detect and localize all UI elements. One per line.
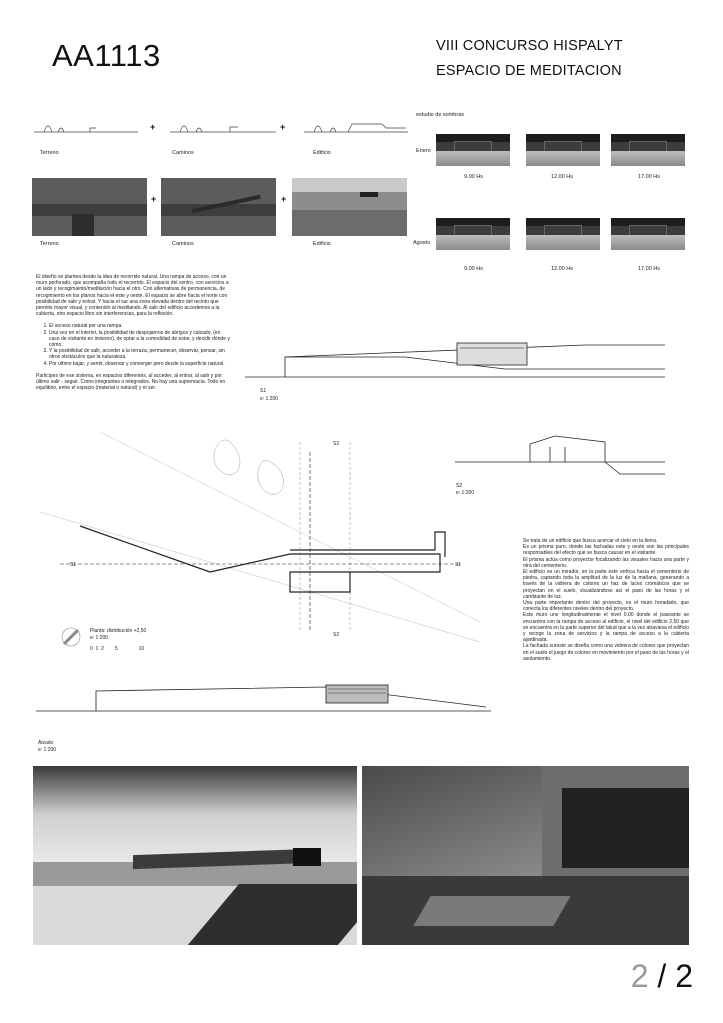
total-pages: 2 — [675, 958, 693, 994]
list-item: 3. Y la posibilidad de salir, acceder a la terraza, permanecer, observar, pensar, sin otros obstáculos que la naturaleza. — [49, 348, 232, 360]
floor-plan-drawing — [40, 432, 480, 642]
competition-title: VIII CONCURSO HISPALYT — [436, 38, 623, 54]
cut-marker-s1: S1 — [455, 562, 462, 568]
shadow-render — [526, 218, 600, 250]
memoria-intro: El diseño se plantea desde la idea de recorrido natural. Una rampa de acceso, con un muro perforado, que acompaña todo el recorrido. El espacio del centro, con servicios a un lado y recogimiento/meditación hacia el otro. Con alternativas de permanencia, de recogimiento en los planos hacia el este y oeste. El espacio se abre hacia el norte con posibilidad de salir y entrar. Y hacia el sur una zona elevada dentro del recinto que permite mayor visual, y contenido al meditando. Al salir del edificio accedemos a la cubierta, otro espacio libre sin interferencias, para la reflexión. — [36, 274, 229, 318]
section-s1-scale: e: 1:200 — [260, 396, 279, 402]
description-paragraph: Este muro une longitudinalmente el nivel 0.00 donde el paseante se encuentra con la rampa de acceso al edificio, el nivel del edificio 2.50 que se encuentra en la parte superior del talud que a la vez atraviesa el edificio y recoge la zona de servicios y la rampa de acceso a la cubierta ajardinada. — [523, 612, 689, 644]
description-paragraph: La fachada sureste se diseña como una vidriera de colores que proyectan en el suelo el juego de colores en movimiento por el paso de las horas y el asolamiento. — [523, 643, 689, 662]
memoria-closing: Participes de ese sistema, en espacios diferentes, al acceder, al entrar, al salir y por último salir - seguir. Como integrantes o integrados. No hay una supremacía. Todo en equilibrio, entre el espacio (material o natural) y el ser. — [36, 372, 226, 392]
section-s2-scale: e: 1:200 — [456, 490, 475, 496]
sequence-label: Edificio — [313, 150, 331, 156]
time-label: 12.00 Hs — [551, 266, 574, 272]
section-s1-drawing — [245, 335, 665, 385]
project-title: ESPACIO DE MEDITACION — [436, 63, 622, 79]
plus-sign: + — [280, 122, 286, 132]
north-arrow-icon — [60, 626, 82, 648]
sequence-label: Terreno — [40, 150, 59, 156]
sequence-sketches — [30, 110, 410, 145]
building-render — [292, 178, 407, 236]
time-label: 9.00 Hs — [464, 266, 483, 272]
cut-marker-s2: S2 — [333, 632, 340, 638]
cut-marker-s1: S1 — [70, 562, 77, 568]
list-item: 2. Una vez en el interior, la posibilidad de despojarnos de abrigos y calzado, (en caso de visitante en invierno), de optar a la comodidad de estar, y decidir dónde y cómo. — [49, 330, 232, 349]
cut-marker-s2: S2 — [333, 441, 340, 447]
sequence-label: Caminos — [172, 241, 194, 247]
project-code: AA1113 — [52, 38, 161, 73]
current-page: 2 — [630, 958, 649, 994]
sequence-label: Caminos — [172, 150, 194, 156]
shadow-render — [526, 134, 600, 166]
shadow-render — [436, 134, 510, 166]
section-s2-label: S2 — [456, 483, 463, 489]
section-s1-label: S1 — [260, 388, 267, 394]
list-item: 1. El acceso natural por una rampa. — [49, 323, 232, 329]
month-label: Enero — [416, 148, 431, 154]
exterior-render — [33, 766, 357, 945]
time-label: 17.00 Hs — [638, 174, 661, 180]
description-paragraph: El prisma actúa como proyector focalizando las visuales hacia una parte y otra del cementerio. — [523, 556, 689, 569]
sequence-label: Terreno — [40, 241, 59, 247]
project-description — [523, 538, 689, 662]
description-paragraph: Una parte importante dentro del proyecto, es el muro horadado, que conecta los diferentes niveles dentro del proyecto. — [523, 600, 689, 613]
elevation-drawing — [36, 683, 491, 723]
interior-render — [362, 766, 689, 945]
description-paragraph: Se trata de un edificio que busca acercar el cielo en la tierra. — [523, 538, 658, 544]
section-s2-drawing — [455, 432, 665, 482]
plus-sign: + — [281, 194, 287, 204]
plus-sign: + — [151, 194, 157, 204]
description-paragraph: El edificio es un mirador, en la parte este enfoca hacia el cementerio de piedra, captando toda la amplitud de la luz de la mañana, generando a través de la vidriera de colores un haz de luces cromáticos que se proyectan en el suelo, visualizándose así el paso de las horas y el cambiante de luz. — [523, 569, 689, 600]
description-paragraph: Es un prisma puro, donde las fachadas este y oeste son las principales responsables del efecto que se busca causar en el visitante. — [523, 544, 689, 557]
sequence-label: Edificio — [313, 241, 331, 247]
elevation-label: Alzado — [38, 740, 54, 746]
page-separator: / — [648, 958, 676, 994]
memoria-list — [36, 323, 232, 366]
plan-scale: e: 1:200 — [90, 635, 109, 641]
time-label: 12.00 Hs — [551, 174, 574, 180]
time-label: 17.00 Hs — [638, 266, 661, 272]
shadow-render — [611, 134, 685, 166]
page-indicator — [631, 958, 693, 995]
shadow-render — [611, 218, 685, 250]
shadow-study-title: estudio de sombras — [416, 112, 464, 118]
list-item: 4. Por último bajar, y sentir, observar y converger pero desde la superficie natural. — [49, 361, 232, 367]
time-label: 9.00 Hs — [464, 174, 483, 180]
paths-render — [161, 178, 276, 236]
plus-sign: + — [150, 122, 156, 132]
terrain-render — [32, 178, 147, 236]
plan-title: Planta: distribución +2,50 — [90, 628, 147, 634]
scale-bar: 0 1 2 5 10 — [90, 646, 145, 652]
month-label: Agosto — [413, 240, 431, 246]
memoria-text — [36, 274, 232, 391]
elevation-scale: e: 1:200 — [38, 747, 57, 753]
shadow-render — [436, 218, 510, 250]
